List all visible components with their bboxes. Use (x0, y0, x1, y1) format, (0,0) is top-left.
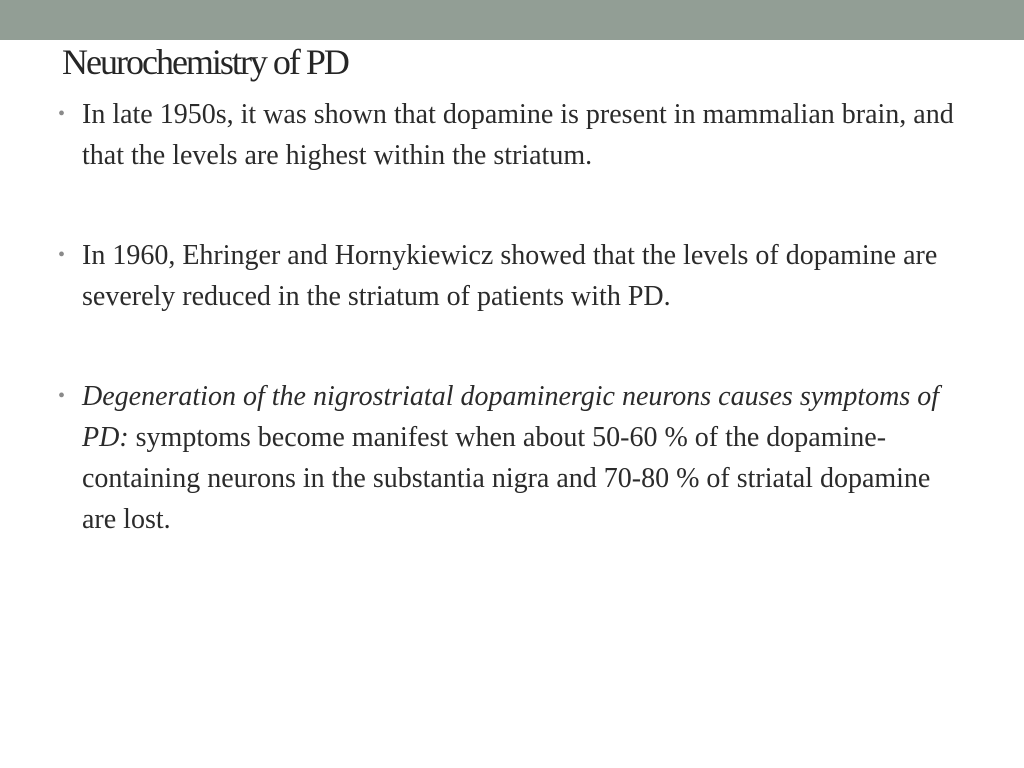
bullet-item-1 (56, 94, 956, 176)
bullet-dot-icon: • (58, 103, 66, 125)
bullet-dot-icon: • (58, 385, 66, 407)
bullet-italic-text: Degeneration of the nigrostriatal dopaminergic neurons causes symptoms of PD: (82, 381, 940, 453)
bullet-text: symptoms become manifest when about 50-60 % of the dopamine-containing neurons in the substantia nigra and 70-80 % of striatal dopamine are lost. (82, 422, 931, 535)
bullet-text: In late 1950s, it was shown that dopamine is present in mammalian brain, and that the levels are highest within the striatum. (82, 99, 954, 171)
slide-title: Neurochemistry of PD (62, 42, 348, 82)
bullet-item-3 (56, 376, 956, 540)
bullet-text: In 1960, Ehringer and Hornykiewicz showed that the levels of dopamine are severely reduced in the striatum of patients with PD. (82, 240, 938, 312)
bullet-list (56, 94, 956, 599)
top-accent-bar (0, 0, 1024, 40)
bullet-item-2 (56, 235, 956, 317)
bullet-dot-icon: • (58, 244, 66, 266)
